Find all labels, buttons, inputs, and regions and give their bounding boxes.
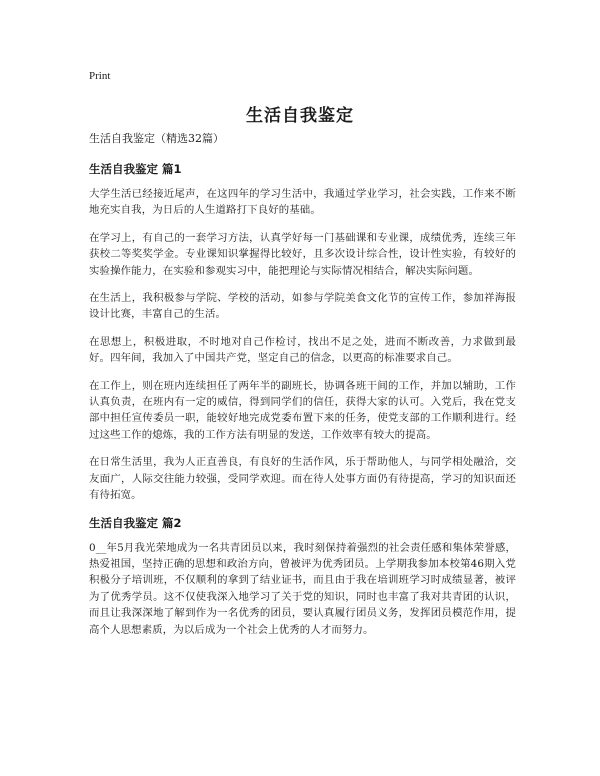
section-heading: 生活自我鉴定 篇1: [89, 162, 182, 176]
section-2: [89, 515, 516, 638]
section-heading: 生活自我鉴定 篇2: [89, 515, 182, 530]
paragraph: 大学生活已经接近尾声，在这四年的学习生活中，我通过学业学习，社会实践，工作来不断地充实自我，为日后的人生道路打下良好的基础。: [89, 188, 516, 217]
paragraph: 在工作上，则在班内连续担任了两年半的副班长，协调各班干间的工作，并加以辅助，工作认真负责，在班内有一定的威信，得到同学们的信任，获得大家的认可。入党后，我在党支部中担任宣传委员一职，能较好地完成党委布置下来的任务，使党支部的工作顺利进行。经过这些工作的熄炼，我的工作方法有明显的发送，工作效率有较大的提高。: [89, 379, 516, 441]
paragraph: 0__年5月我光荣地成为一名共青团员以来，我时刻保持着强烈的社会责任感和集体荣誉感，热爱祖国，坚持正确的思想和政治方向，曾被评为优秀团员。上学期我参加本校第46期入党积极分子培训班，不仅顺利的拿到了结业证书，而且由于我在培训班学习时成绩显著，被评为了优秀学员。这不仅使我深入地学习了关于党的知识，同时也丰富了我对共青团的认识，而且让我深深地了解到作为一名优秀的团员，要认真履行团员义务，发挥团员模范作用，提高个人思想素质，为以后成为一个社会上优秀的人才而努力。: [89, 541, 516, 636]
section-1: [89, 161, 516, 504]
print-link[interactable]: Print: [89, 70, 111, 82]
paragraph: 在生活上，我积极参与学院、学校的活动，如参与学院美食文化节的宣传工作，参加祥海报设计比赛，丰富自己的生活。: [89, 292, 516, 321]
paragraph: 在学习上，有自己的一套学习方法，认真学好每一门基础课和专业课，成绩优秀，连续三年获校二等奖奖学金。专业课知识掌握得比较好，且多次设计综合性，设计性实验，有较好的实验操作能力，在实验和参观实习中，能把理论与实际情况相结合，解决实际问题。: [89, 231, 516, 277]
paragraph: 在日常生活里，我为人正直善良，有良好的生活作风，乐于帮助他人，与同学相处融洽，交友面广，人际交往能力较强，受同学欢迎。而在待人处事方面仍有待提高，学习的知识面还有待拓宽。: [89, 456, 516, 502]
page-title: 生活自我鉴定: [246, 106, 354, 126]
document-subtitle: 生活自我鉴定（精选32篇）: [89, 132, 224, 145]
document-body: [89, 131, 516, 649]
paragraph: 在思想上，积极进取，不时地对自己作检讨，找出不足之处，进而不断改善，力求做到最好。四年间，我加入了中国共产党，坚定自己的信念，以更高的标准要求自己。: [89, 335, 516, 365]
